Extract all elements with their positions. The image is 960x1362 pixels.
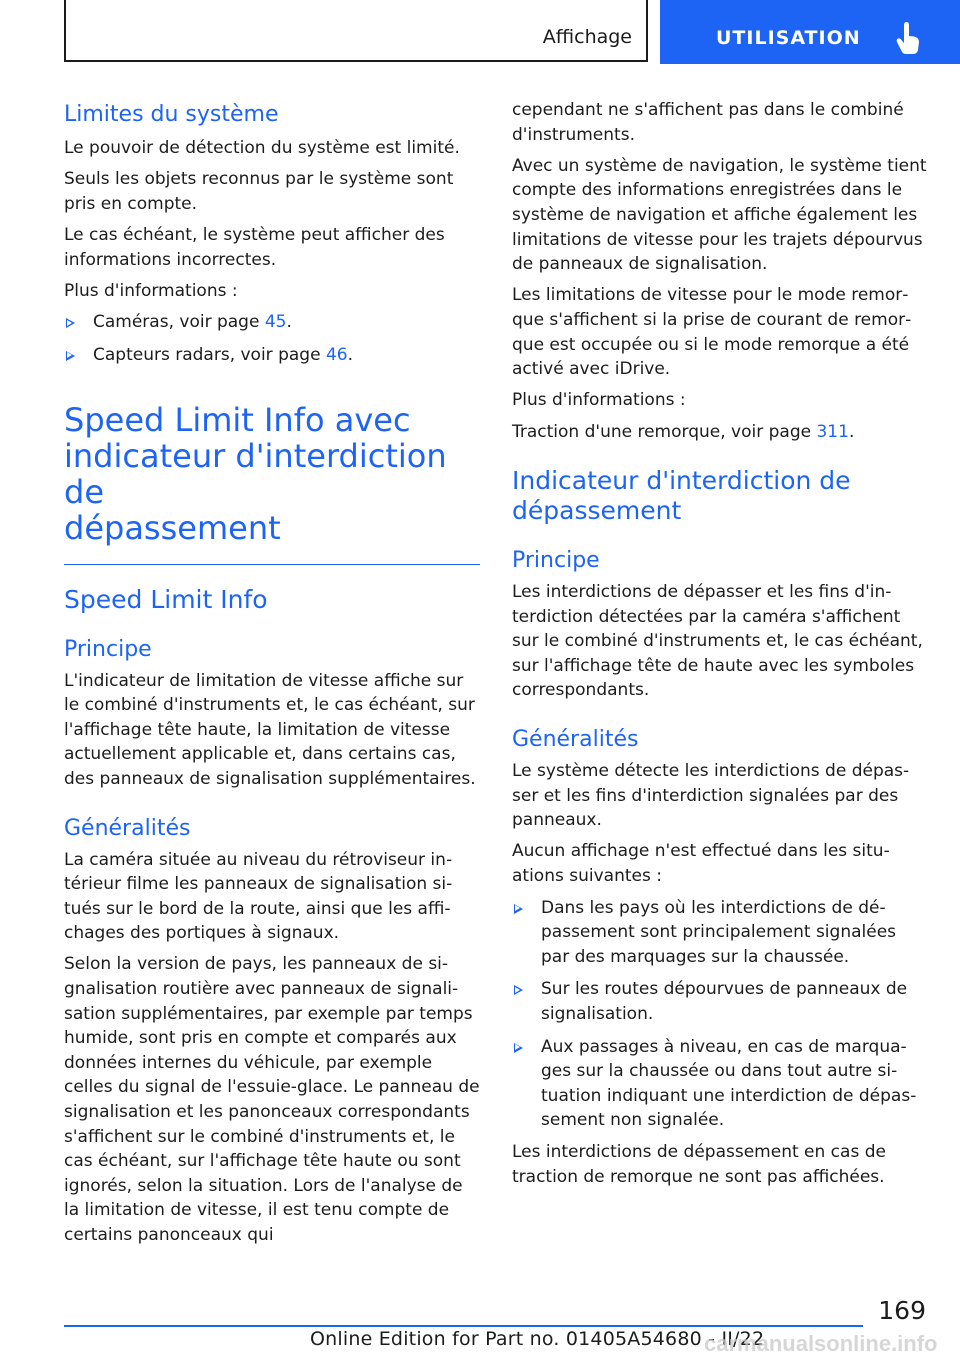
list-item-suffix: . (347, 344, 353, 365)
list-item (512, 977, 928, 1026)
limits-para-3: Le cas échéant, le système peut afficher des informations incorrectes. (64, 224, 445, 270)
triangle-bullet-icon (66, 318, 75, 328)
nopass-heading (512, 466, 928, 526)
continued-para: cependant ne s'affichent pas dans le combiné d'instruments. (512, 100, 904, 145)
list-item-text: Dans les pays où les interdictions de dépassement sont principalement signalées par des marquages sur la chaussée. (541, 897, 897, 967)
principe-heading-right: Principe (512, 548, 600, 574)
list-item (64, 310, 480, 335)
list-item (512, 1035, 928, 1133)
sli-heading: Speed Limit Info (64, 584, 268, 614)
page-number: 169 (878, 1296, 926, 1325)
left-column (64, 96, 480, 1248)
list-item (64, 343, 480, 368)
edition-text: Online Edition for Part no. 01405A54680 - II/22 (310, 1328, 765, 1350)
triangle-bullet-icon (514, 904, 523, 914)
header-chapter-tab (660, 0, 960, 64)
limits-para-4: Plus d'informations : (64, 280, 238, 301)
title-divider (64, 564, 480, 565)
watermark-logo (700, 1325, 940, 1357)
page-link[interactable]: 311 (816, 421, 849, 442)
list-item (512, 896, 928, 970)
navigation-para: Avec un système de navigation, le système tient compte des informations enregistrées dans le système de navigation et affiche également les limitations de vitesse pour les trajets dépourvus de panneaux de signalisation. (512, 155, 927, 275)
limits-para-1: Le pouvoir de détection du système est limité. (64, 138, 460, 158)
trailer-para: Les limitations de vitesse pour le mode remorque s'affichent si la prise de courant de remorque est occupée ou si le mode remorque a été activé avec iDrive. (512, 285, 912, 380)
main-title-line: dépassement (64, 508, 281, 547)
general-para-right-2: Aucun affichage n'est effectué dans les situations suivantes : (512, 841, 890, 887)
main-title (64, 402, 480, 546)
page-link[interactable]: 46 (325, 344, 348, 365)
main-title-line: Speed Limit Info avec (64, 400, 411, 439)
principe-para: L'indicateur de limitation de vitesse affiche sur le combiné d'instruments et, le cas échéant, sur l'affichage tête haute, la limitation de vitesse actuellement applicable et, dans certains cas, des panneaux de signalisation supplémentaires. (64, 670, 476, 789)
traction-text: Traction d'une remorque, voir page (512, 421, 817, 442)
limits-list (64, 310, 480, 367)
list-item-suffix: . (286, 312, 292, 333)
list-item-text: Caméras, voir page (93, 312, 265, 333)
general-para-2: Selon la version de pays, les panneaux de signalisation routière avec panneaux de signalisation supplémentaires, par exemple par temps humide, sont pris en compte et comparés aux données internes du véhicule, par exemple celles du signal de l'essuie-glace. Le panneau de signalisation et les panonceaux correspondants s'affichent sur le combiné d'instruments et, le cas échéant, sur l'affichage tête haute ou sont ignorés, selon la situation. Lors de l'analyse de la limitation de vitesse, il est tenu compte de certains panonceaux qui (64, 954, 480, 1245)
general-heading: Généralités (64, 815, 191, 841)
traction-suffix: . (848, 421, 855, 442)
list-item-text: Sur les routes dépourvues de panneaux de signalisation. (541, 979, 908, 1024)
nopass-heading-line: Indicateur d'interdiction de (512, 466, 851, 496)
principe-heading: Principe (64, 636, 152, 662)
triangle-bullet-icon (514, 1043, 523, 1053)
general-para-1: La caméra située au niveau du rétroviseur intérieur filme les panneaux de signalisation situés sur le bord de la route, ainsi que les affichages des portiques à signaux. (64, 849, 453, 944)
pointing-hand-icon (894, 22, 922, 56)
main-title-line: indicateur d'interdiction de (64, 436, 447, 511)
triangle-bullet-icon (514, 985, 523, 995)
traction-reference (512, 420, 928, 445)
general-heading-right: Généralités (512, 727, 639, 753)
limits-para-2: Seuls les objets reconnus par le système sont pris en compte. (64, 169, 454, 214)
page-link[interactable]: 45 (264, 312, 287, 333)
general-para-right-1: Le système détecte les interdictions de dépasser et les fins d'interdiction signalées par des panneaux. (512, 761, 910, 831)
list-item-text: Capteurs radars, voir page (93, 344, 326, 365)
triangle-bullet-icon (66, 351, 75, 361)
header-chapter-title: UTILISATION (716, 27, 861, 49)
no-display-list (512, 896, 928, 1133)
principe-para-right: Les interdictions de dépasser et les fins d'interdiction détectées par la caméra s'affichent sur le combiné d'instruments et, le cas échéant, sur l'affichage tête de haute avec les symboles correspondants. (512, 582, 923, 701)
more-info-label: Plus d'informations : (512, 390, 686, 411)
nopass-heading-line: dépassement (512, 496, 682, 526)
header-section-box (64, 0, 648, 62)
svg-text:carmanualsonline.info: carmanualsonline.info (704, 1331, 938, 1356)
list-item-text: Aux passages à niveau, en cas de marquages sur la chaussée ou dans tout autre situation indiquant une interdiction de dépassement non signalée. (541, 1036, 917, 1131)
header-section-title: Affichage (542, 26, 632, 48)
final-para: Les interdictions de dépassement en cas de traction de remorque ne sont pas affichées. (512, 1141, 886, 1187)
right-column (512, 98, 928, 1189)
limits-heading: Limites du système (64, 102, 279, 127)
